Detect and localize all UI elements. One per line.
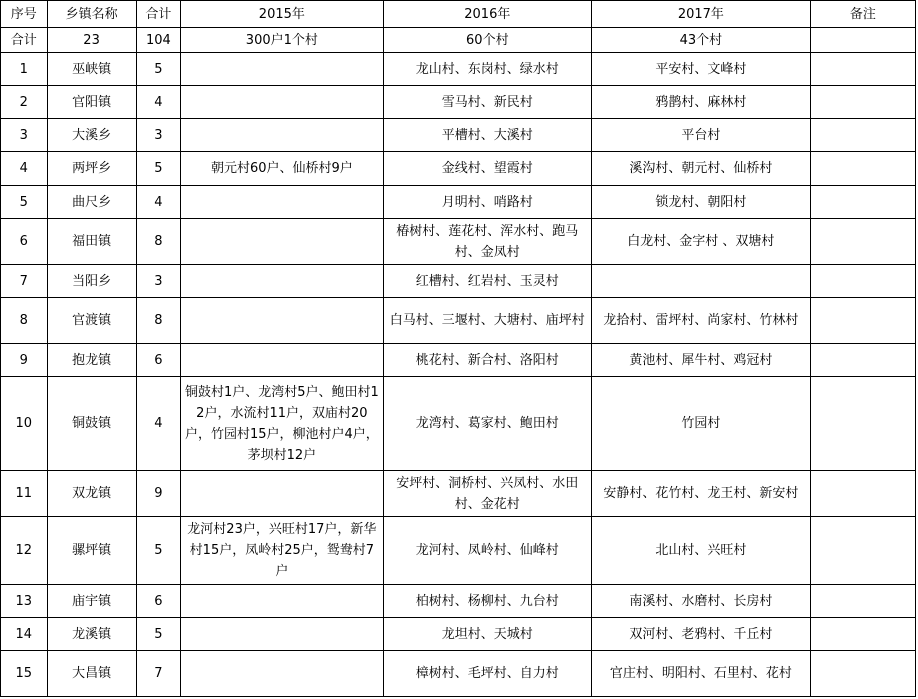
cell-2017 bbox=[592, 265, 811, 298]
cell-2015 bbox=[181, 651, 383, 697]
cell-2016: 龙湾村、葛家村、鲍田村 bbox=[383, 377, 592, 471]
cell-town-name: 骡坪镇 bbox=[47, 517, 136, 585]
cell-town-name: 官渡镇 bbox=[47, 298, 136, 344]
table-row bbox=[1, 53, 916, 86]
cell-count: 4 bbox=[136, 86, 181, 119]
cell-note bbox=[810, 219, 915, 265]
cell-2015 bbox=[181, 86, 383, 119]
cell-town-name: 当阳乡 bbox=[47, 265, 136, 298]
cell-2015 bbox=[181, 585, 383, 618]
cell-2017: 北山村、兴旺村 bbox=[592, 517, 811, 585]
cell-index: 13 bbox=[1, 585, 48, 618]
table-row bbox=[1, 186, 916, 219]
cell-2017: 龙拾村、雷坪村、尚家村、竹林村 bbox=[592, 298, 811, 344]
cell-2016: 桃花村、新合村、洛阳村 bbox=[383, 344, 592, 377]
cell-index: 5 bbox=[1, 186, 48, 219]
cell-2016: 龙河村、凤岭村、仙峰村 bbox=[383, 517, 592, 585]
total-count: 104 bbox=[136, 28, 181, 53]
cell-2016: 龙山村、东岗村、绿水村 bbox=[383, 53, 592, 86]
cell-note bbox=[810, 119, 915, 152]
total-2016: 60个村 bbox=[383, 28, 592, 53]
table-row bbox=[1, 618, 916, 651]
table-row bbox=[1, 86, 916, 119]
cell-2016: 红槽村、红岩村、玉灵村 bbox=[383, 265, 592, 298]
cell-2015 bbox=[181, 119, 383, 152]
cell-2015 bbox=[181, 219, 383, 265]
header-index: 序号 bbox=[1, 1, 48, 28]
cell-2017: 锁龙村、朝阳村 bbox=[592, 186, 811, 219]
cell-count: 4 bbox=[136, 186, 181, 219]
total-2017: 43个村 bbox=[592, 28, 811, 53]
cell-town-name: 双龙镇 bbox=[47, 471, 136, 517]
cell-2017: 平安村、文峰村 bbox=[592, 53, 811, 86]
cell-2016: 月明村、哨路村 bbox=[383, 186, 592, 219]
cell-index: 7 bbox=[1, 265, 48, 298]
cell-2016: 平槽村、大溪村 bbox=[383, 119, 592, 152]
cell-2017: 竹园村 bbox=[592, 377, 811, 471]
cell-2016: 白马村、三堰村、大塘村、庙坪村 bbox=[383, 298, 592, 344]
total-row bbox=[1, 28, 916, 53]
table-row bbox=[1, 651, 916, 697]
cell-index: 12 bbox=[1, 517, 48, 585]
cell-2016: 金线村、望霞村 bbox=[383, 152, 592, 186]
cell-count: 6 bbox=[136, 585, 181, 618]
table-row bbox=[1, 298, 916, 344]
cell-town-name: 大昌镇 bbox=[47, 651, 136, 697]
cell-note bbox=[810, 618, 915, 651]
cell-index: 2 bbox=[1, 86, 48, 119]
cell-note bbox=[810, 53, 915, 86]
cell-town-name: 庙宇镇 bbox=[47, 585, 136, 618]
cell-count: 9 bbox=[136, 471, 181, 517]
cell-note bbox=[810, 152, 915, 186]
table-row bbox=[1, 377, 916, 471]
cell-index: 14 bbox=[1, 618, 48, 651]
cell-note bbox=[810, 651, 915, 697]
cell-index: 10 bbox=[1, 377, 48, 471]
cell-2016: 樟树村、毛坪村、自力村 bbox=[383, 651, 592, 697]
cell-count: 3 bbox=[136, 119, 181, 152]
cell-2016: 柏树村、杨柳村、九台村 bbox=[383, 585, 592, 618]
table-row bbox=[1, 219, 916, 265]
cell-note bbox=[810, 377, 915, 471]
cell-note bbox=[810, 344, 915, 377]
header-2017: 2017年 bbox=[592, 1, 811, 28]
cell-2017: 溪沟村、朝元村、仙桥村 bbox=[592, 152, 811, 186]
cell-index: 8 bbox=[1, 298, 48, 344]
cell-2015 bbox=[181, 186, 383, 219]
cell-2017: 官庄村、明阳村、石里村、花村 bbox=[592, 651, 811, 697]
table-row bbox=[1, 265, 916, 298]
cell-count: 8 bbox=[136, 298, 181, 344]
cell-note bbox=[810, 585, 915, 618]
cell-count: 6 bbox=[136, 344, 181, 377]
cell-2015 bbox=[181, 344, 383, 377]
table-row bbox=[1, 152, 916, 186]
cell-index: 11 bbox=[1, 471, 48, 517]
cell-count: 5 bbox=[136, 517, 181, 585]
cell-count: 8 bbox=[136, 219, 181, 265]
total-label: 合计 bbox=[1, 28, 48, 53]
cell-2017: 黄池村、犀牛村、鸡冠村 bbox=[592, 344, 811, 377]
cell-town-name: 铜鼓镇 bbox=[47, 377, 136, 471]
cell-index: 6 bbox=[1, 219, 48, 265]
total-note bbox=[810, 28, 915, 53]
cell-2016: 安坪村、洞桥村、兴凤村、水田村、金花村 bbox=[383, 471, 592, 517]
cell-2016: 椿树村、莲花村、浑水村、跑马村、金凤村 bbox=[383, 219, 592, 265]
cell-2015: 龙河村23户，兴旺村17户，新华村15户，凤岭村25户，鸳鸯村7户 bbox=[181, 517, 383, 585]
cell-index: 4 bbox=[1, 152, 48, 186]
cell-2017: 白龙村、金字村 、双塘村 bbox=[592, 219, 811, 265]
cell-note bbox=[810, 471, 915, 517]
header-2015: 2015年 bbox=[181, 1, 383, 28]
cell-index: 9 bbox=[1, 344, 48, 377]
cell-2015 bbox=[181, 53, 383, 86]
header-count: 合计 bbox=[136, 1, 181, 28]
cell-2015 bbox=[181, 471, 383, 517]
cell-index: 15 bbox=[1, 651, 48, 697]
cell-town-name: 曲尺乡 bbox=[47, 186, 136, 219]
cell-2017: 鸦鹊村、麻林村 bbox=[592, 86, 811, 119]
cell-count: 5 bbox=[136, 618, 181, 651]
cell-2016: 龙坦村、天城村 bbox=[383, 618, 592, 651]
cell-count: 7 bbox=[136, 651, 181, 697]
cell-2017: 平台村 bbox=[592, 119, 811, 152]
cell-note bbox=[810, 86, 915, 119]
cell-index: 1 bbox=[1, 53, 48, 86]
cell-2015: 铜鼓村1户、龙湾村5户、鲍田村12户，水流村11户，双庙村20户，竹园村15户，柳池村户4户，茅坝村12户 bbox=[181, 377, 383, 471]
cell-count: 5 bbox=[136, 152, 181, 186]
cell-2017: 南溪村、水磨村、长房村 bbox=[592, 585, 811, 618]
cell-count: 3 bbox=[136, 265, 181, 298]
cell-2015: 朝元村60户、仙桥村9户 bbox=[181, 152, 383, 186]
cell-note bbox=[810, 265, 915, 298]
cell-count: 5 bbox=[136, 53, 181, 86]
header-note: 备注 bbox=[810, 1, 915, 28]
cell-town-name: 巫峡镇 bbox=[47, 53, 136, 86]
header-2016: 2016年 bbox=[383, 1, 592, 28]
cell-town-name: 抱龙镇 bbox=[47, 344, 136, 377]
cell-town-name: 福田镇 bbox=[47, 219, 136, 265]
cell-2017: 双河村、老鸦村、千丘村 bbox=[592, 618, 811, 651]
cell-2015 bbox=[181, 618, 383, 651]
cell-town-name: 龙溪镇 bbox=[47, 618, 136, 651]
total-2015: 300户1个村 bbox=[181, 28, 383, 53]
table-row bbox=[1, 119, 916, 152]
total-towns: 23 bbox=[47, 28, 136, 53]
cell-2017: 安静村、花竹村、龙王村、新安村 bbox=[592, 471, 811, 517]
cell-town-name: 官阳镇 bbox=[47, 86, 136, 119]
cell-2016: 雪马村、新民村 bbox=[383, 86, 592, 119]
table-row bbox=[1, 344, 916, 377]
cell-note bbox=[810, 298, 915, 344]
cell-count: 4 bbox=[136, 377, 181, 471]
cell-note bbox=[810, 517, 915, 585]
header-town-name: 乡镇名称 bbox=[47, 1, 136, 28]
cell-town-name: 两坪乡 bbox=[47, 152, 136, 186]
cell-town-name: 大溪乡 bbox=[47, 119, 136, 152]
cell-index: 3 bbox=[1, 119, 48, 152]
table-row bbox=[1, 471, 916, 517]
cell-2015 bbox=[181, 298, 383, 344]
cell-2015 bbox=[181, 265, 383, 298]
table-row bbox=[1, 585, 916, 618]
cell-note bbox=[810, 186, 915, 219]
header-row bbox=[1, 1, 916, 28]
table-row bbox=[1, 517, 916, 585]
